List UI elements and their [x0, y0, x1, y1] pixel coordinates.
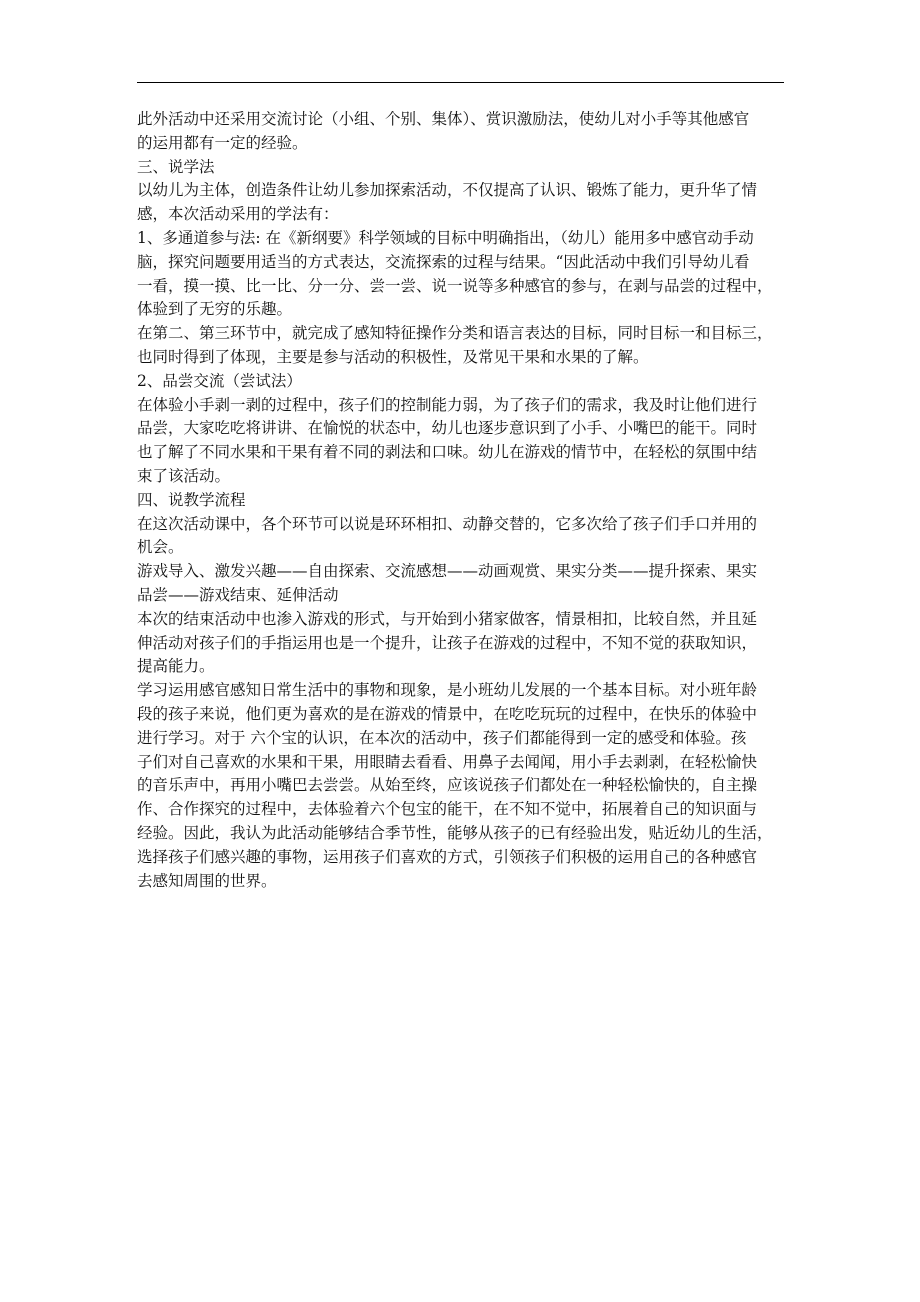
text-line: 品尝——游戏结束、延伸活动	[137, 585, 339, 604]
subsection-heading: 2、品尝交流（尝试法）	[137, 371, 302, 390]
text-line: 此外活动中还采用交流讨论（小组、个别、集体）、赏识激励法，使幼儿对小手等其他感官	[137, 110, 750, 128]
text-line: 作、合作探究的过程中，去体验着六个包宝的能干，在不知不觉中，拓展着自己的知识面与	[137, 800, 758, 819]
text-line: 伸活动对孩子们的手指运用也是一个提升，让孩子在游戏的过程中，不知不觉的获取知识，	[137, 633, 758, 652]
text-line: 去感知周围的世界。	[137, 871, 277, 890]
text-line: 也了解了不同水果和干果有着不同的剥法和口味。幼儿在游戏的情节中，在轻松的氛围中结	[137, 443, 758, 462]
text-line: 在体验小手剥一剥的过程中，孩子们的控制能力弱，为了孩子们的需求，我及时让他们进行	[137, 395, 758, 414]
text-line: 选择孩子们感兴趣的事物，运用孩子们喜欢的方式，引领孩子们积极的运用自己的各种感官	[137, 847, 758, 866]
text-line: 段的孩子来说，他们更为喜欢的是在游戏的情景中，在吃吃玩玩的过程中，在快乐的体验中	[137, 704, 758, 723]
text-line: 机会。	[137, 538, 184, 557]
header-rule	[137, 82, 784, 83]
text-line: 子们对自己喜欢的水果和干果，用眼睛去看看、用鼻子去闻闻，用小手去剥剥，在轻松愉快	[137, 752, 758, 771]
text-line: 学习运用感官感知日常生活中的事物和现象，是小班幼儿发展的一个基本目标。对小班年龄	[137, 681, 758, 700]
text-line: 体验到了无穷的乐趣。	[137, 300, 293, 319]
text-line: 也同时得到了体现，主要是参与活动的积极性，及常见干果和水果的了解。	[137, 347, 649, 366]
text-line: 感，本次活动采用的学法有：	[137, 205, 339, 224]
text-line: 以幼儿为主体，创造条件让幼儿参加探索活动，不仅提高了认识、锻炼了能力，更升华了情	[137, 181, 758, 200]
text-line: 品尝，大家吃吃将讲讲、在愉悦的状态中，幼儿也逐步意识到了小手、小嘴巴的能干。同时	[137, 419, 758, 438]
text-line: 在第二、第三环节中，就完成了感知特征操作分类和语言表达的目标，同时目标一和目标三，	[137, 324, 773, 343]
text-line: 在这次活动课中，各个环节可以说是环环相扣、动静交替的，它多次给了孩子们手口并用的	[137, 514, 758, 533]
text-line: 经验。因此，我认为此活动能够结合季节性，能够从孩子的已有经验出发，贴近幼儿的生活，	[137, 823, 773, 842]
section-heading: 三、说学法	[137, 157, 215, 176]
text-line: 脑，探究问题要用适当的方式表达，交流探索的过程与结果。“因此活动中我们引导幼儿看	[137, 252, 750, 271]
text-line: 的运用都有一定的经验。	[137, 133, 308, 152]
text-line: 的音乐声中，再用小嘴巴去尝尝。从始至终，应该说孩子们都处在一种轻松愉快的，自主操	[137, 776, 758, 795]
text-line: 一看，摸一摸、比一比、分一分、尝一尝、说一说等多种感官的参与，在剥与品尝的过程中，	[137, 276, 773, 295]
document-body	[137, 108, 787, 893]
text-line: 提高能力。	[137, 657, 215, 676]
text-line: 本次的结束活动中也渗入游戏的形式，与开始到小猪家做客，情景相扣，比较自然，并且延	[137, 609, 758, 628]
text-line: 束了该活动。	[137, 466, 231, 485]
text-line: 1、多通道参与法: 在《新纲要》科学领域的目标中明确指出，（幼儿）能用多中感官动手动	[137, 228, 754, 247]
text-line: 游戏导入、激发兴趣——自由探索、交流感想——动画观赏、果实分类——提升探索、果实	[137, 562, 758, 581]
text-line: 进行学习。对于 六个宝的认识，在本次的活动中，孩子们都能得到一定的感受和体验。孩	[137, 728, 747, 747]
section-heading: 四、说教学流程	[137, 490, 246, 509]
